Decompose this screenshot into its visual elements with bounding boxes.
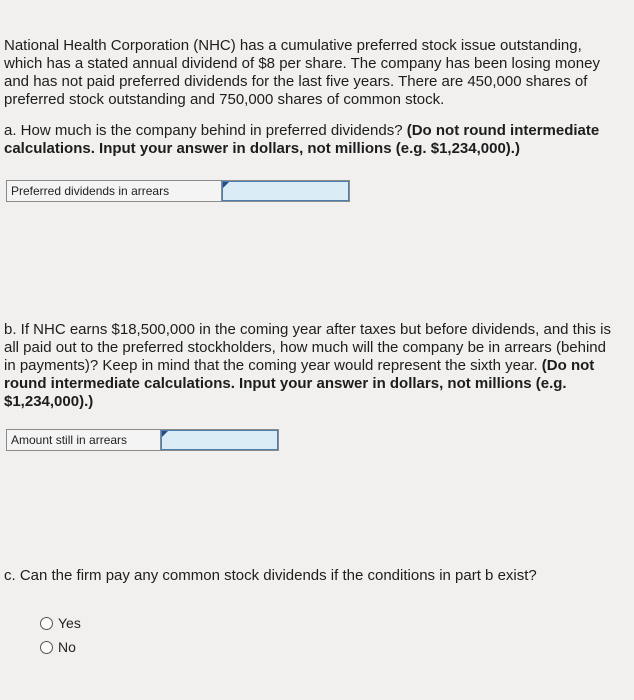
question-b-line: all paid out to the preferred stockholders, how much will the company be in arrears (behind: [4, 339, 606, 356]
preferred-dividends-input[interactable]: [222, 181, 349, 201]
question-a-instruction: calculations. Input your answer in dollars, not millions (e.g. $1,234,000).): [4, 140, 520, 157]
radio-circle-icon[interactable]: [40, 641, 53, 654]
radio-option-no[interactable]: [40, 639, 76, 655]
intro-line: preferred stock outstanding and 750,000 shares of common stock.: [4, 91, 445, 108]
answer-label-a: Preferred dividends in arrears: [7, 181, 222, 201]
question-a: [4, 122, 624, 158]
question-b-instruction: $1,234,000).): [4, 393, 94, 410]
question-intro: [4, 37, 624, 109]
question-c: c. Can the firm pay any common stock dividends if the conditions in part b exist?: [4, 567, 537, 584]
question-b-instruction: round intermediate calculations. Input your answer in dollars, not millions (e.g.: [4, 375, 567, 392]
intro-line: and has not paid preferred dividends for the last five years. There are 450,000 shares of: [4, 73, 588, 90]
question-b-line: in payments)? Keep in mind that the coming year would represent the sixth year.: [4, 357, 542, 374]
question-b-line: b. If NHC earns $18,500,000 in the coming year after taxes but before dividends, and this is: [4, 321, 612, 338]
intro-line: which has a stated annual dividend of $8 per share. The company has been losing money: [4, 55, 600, 72]
question-b: [4, 321, 624, 411]
intro-line: National Health Corporation (NHC) has a cumulative preferred stock issue outstanding,: [4, 37, 582, 54]
radio-label-no: No: [58, 639, 76, 655]
radio-circle-icon[interactable]: [40, 617, 53, 630]
question-b-instruction: (Do not: [541, 357, 595, 374]
amount-in-arrears-input[interactable]: [161, 430, 278, 450]
radio-label-yes: Yes: [58, 615, 81, 631]
answer-label-b: Amount still in arrears: [7, 430, 161, 450]
answer-row-b: [6, 429, 279, 451]
answer-row-a: [6, 180, 350, 202]
question-a-text: a. How much is the company behind in preferred dividends?: [4, 122, 407, 139]
question-a-instruction: (Do not round intermediate: [406, 122, 600, 139]
radio-option-yes[interactable]: [40, 615, 81, 631]
